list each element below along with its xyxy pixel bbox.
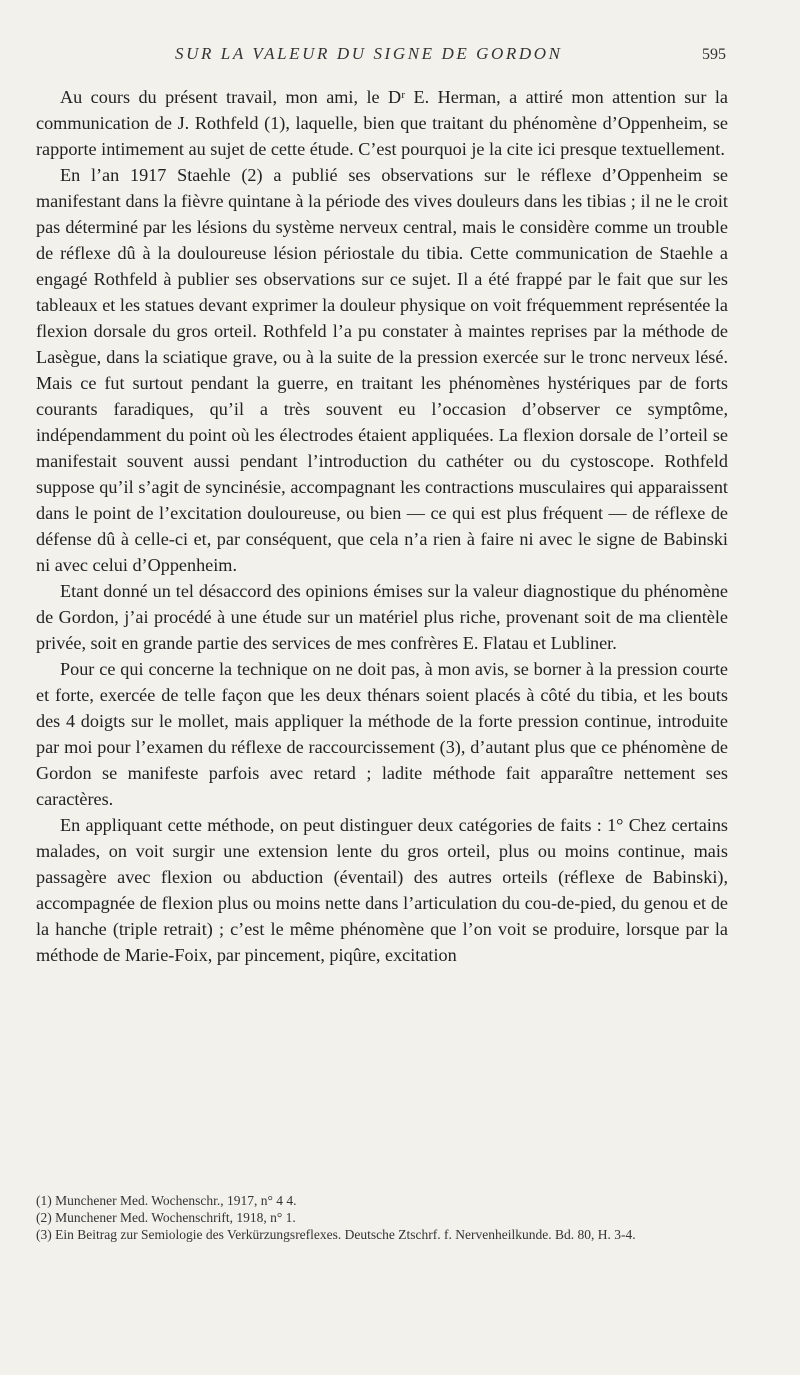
page-number: 595 bbox=[702, 46, 726, 63]
paragraph: En appliquant cette méthode, on peut distinguer deux catégories de faits : 1° Chez certains malades, on voit surgir une extension lente du gros orteil, plus ou moins continue, mais passagère avec flexion ou abduction (éventail) des autres orteils (réflexe de Babinski), accompagnée de flexion plus ou moins nette dans l’articulation du cou-de-pied, du genou et de la hanche (triple retrait) ; c’est le même phénomène que l’on voit se produire, lorsque par la méthode de Marie-Foix, par pincement, piqûre, excitation bbox=[36, 815, 728, 965]
page-header bbox=[0, 40, 800, 70]
running-title: SUR LA VALEUR DU SIGNE DE GORDON bbox=[175, 44, 563, 63]
body-text bbox=[36, 84, 728, 968]
paragraph: Au cours du présent travail, mon ami, le Dʳ E. Herman, a attiré mon attention sur la communication de J. Rothfeld (1), laquelle, bien que traitant du phénomène d’Oppenheim, se rapporte intimement au sujet de cette étude. C’est pourquoi je la cite ici presque textuellement. bbox=[36, 87, 728, 159]
footnotes bbox=[36, 1192, 728, 1243]
footnote: (2) Munchener Med. Wochenschrift, 1918, n° 1. bbox=[36, 1210, 296, 1225]
footnote: (1) Munchener Med. Wochenschr., 1917, n° 4 4. bbox=[36, 1193, 297, 1208]
footnote: (3) Ein Beitrag zur Semiologie des Verkürzungsreflexes. Deutsche Ztschrf. f. Nervenheilkunde. Bd. 80, H. 3-4. bbox=[36, 1227, 636, 1242]
paragraph: Etant donné un tel désaccord des opinions émises sur la valeur diagnostique du phénomène de Gordon, j’ai procédé à une étude sur un matériel plus riche, provenant soit de ma clientèle privée, soit en grande partie des services de mes confrères E. Flatau et Lubliner. bbox=[36, 581, 728, 653]
paragraph: En l’an 1917 Staehle (2) a publié ses observations sur le réflexe d’Oppenheim se manifestant dans la fièvre quintane à la période des vives douleurs dans les tibias ; il ne le croit pas déterminé par les lésions du système nerveux central, mais le considère comme un trouble de réflexe dû à la douloureuse lésion périostale du tibia. Cette communication de Staehle a engagé Rothfeld à publier ses observations sur ce sujet. Il a été frappé par le fait que sur les tableaux et les statues devant exprimer la douleur physique on voit fréquemment représentée la flexion dorsale du gros orteil. Rothfeld l’a pu constater à maintes reprises par la méthode de Lasègue, dans la sciatique grave, ou à la suite de la pression exercée sur le tronc nerveux lésé. Mais ce fut surtout pendant la guerre, en traitant les phénomènes hystériques par de forts courants faradiques, qu’il a très souvent eu l’occasion d’observer ce symptôme, indépendamment du point où les électrodes étaient appliquées. La flexion dorsale de l’orteil se manifestait souvent aussi pendant l’introduction du cathéter ou du cystoscope. Rothfeld suppose qu’il s’agit de syncinésie, accompagnant les contractions musculaires qui apparaissent dans le point de l’excitation douloureuse, ou bien — ce qui est plus fréquent — de réflexe de défense dû à celle-ci et, par conséquent, que cela n’a rien à faire ni avec le signe de Babinski ni avec celui d’Oppenheim. bbox=[36, 165, 728, 575]
paragraph: Pour ce qui concerne la technique on ne doit pas, à mon avis, se borner à la pression courte et forte, exercée de telle façon que les deux thénars soient placés à côté du tibia, et les bouts des 4 doigts sur le mollet, mais appliquer la méthode de la forte pression continue, introduite par moi pour l’examen du réflexe de raccourcissement (3), d’autant plus que ce phénomène de Gordon se manifeste parfois avec retard ; ladite méthode fait apparaître nettement ses caractères. bbox=[36, 659, 728, 809]
